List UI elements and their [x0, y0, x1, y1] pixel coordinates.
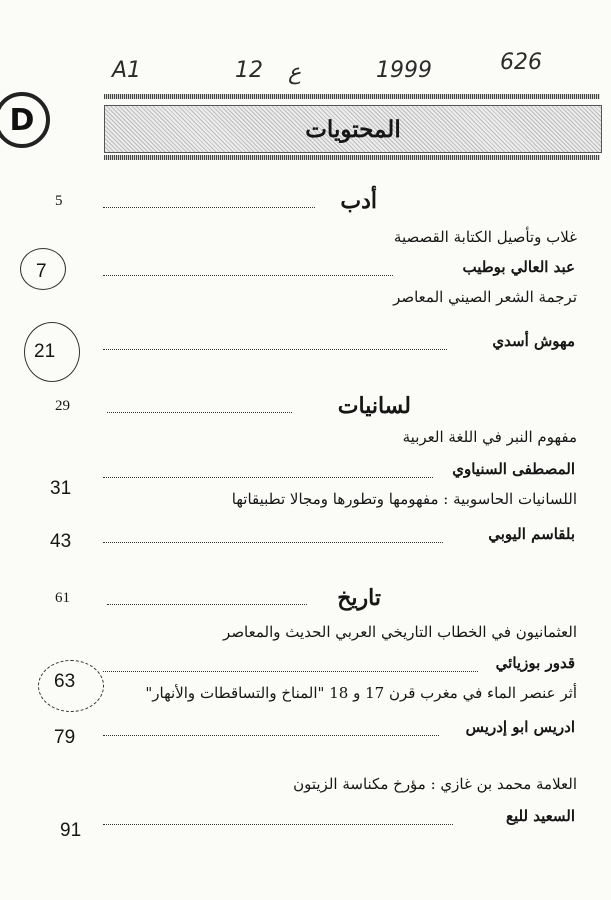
dot-leader: [107, 604, 307, 605]
dot-leader: [103, 349, 447, 350]
dot-leader: [103, 477, 433, 478]
article-title: غلاب وتأصيل الكتابة القصصية: [393, 228, 577, 246]
toc-article: [0, 490, 611, 518]
toc-author: [0, 458, 611, 486]
section-page-number: 5: [55, 193, 63, 209]
dot-leader: [103, 207, 315, 208]
section-heading: لسانيات: [337, 393, 411, 419]
dot-leader: [107, 412, 292, 413]
dot-leader: [103, 735, 439, 736]
handwritten-letter: ع: [288, 60, 302, 85]
author-page-number: 91: [60, 820, 82, 841]
handwritten-reference: 626: [500, 50, 542, 75]
author-name: عبد العالي بوطيب: [462, 258, 575, 276]
title-band-bottom: [104, 155, 600, 160]
article-title: أثر عنصر الماء في مغرب قرن 17 و 18 "المناخ والتساقطات والأنهار": [145, 684, 577, 702]
stamp-letter: D: [0, 92, 50, 148]
dot-leader: [103, 542, 443, 543]
article-title: اللسانيات الحاسوبية : مفهومها وتطورها ومجالا تطبيقاتها: [231, 490, 577, 508]
article-title: العثمانيون في الخطاب التاريخي العربي الحديث والمعاصر: [223, 623, 577, 641]
section-heading: تاريخ: [337, 585, 381, 611]
toc-author: [0, 716, 611, 744]
dot-leader: [103, 824, 453, 825]
toc-author: [0, 805, 611, 833]
toc-article: [0, 228, 611, 256]
section-page-number: 61: [55, 590, 70, 606]
section-heading: أدب: [340, 188, 377, 214]
author-page-number: 21: [34, 341, 56, 362]
article-title: ترجمة الشعر الصيني المعاصر: [393, 288, 577, 306]
author-name: المصطفى السنياوي: [452, 460, 575, 478]
article-title: العلامة محمد بن غازي : مؤرخ مكناسة الزيتون: [293, 775, 577, 793]
page-title: المحتويات: [305, 115, 401, 143]
toc-article: [0, 288, 611, 316]
toc-article: [0, 775, 611, 803]
toc-author: [0, 330, 611, 358]
article-title: مفهوم النبر في اللغة العربية: [402, 428, 577, 446]
author-name: مهوش أسدي: [492, 332, 575, 350]
title-band-top: [104, 94, 600, 99]
toc-article: [0, 684, 611, 712]
handwritten-year: 1999: [376, 58, 432, 83]
author-name: ادريس ابو إدريس: [465, 718, 575, 736]
toc-article: [0, 428, 611, 456]
dot-leader: [103, 275, 393, 276]
toc-section: [0, 188, 611, 216]
handwritten-number-1: A1: [112, 58, 142, 83]
toc-section: [0, 393, 611, 421]
author-page-number: 63: [54, 671, 76, 692]
author-page-number: 31: [50, 478, 72, 499]
title-banner: [104, 105, 602, 153]
toc-article: [0, 623, 611, 651]
toc-section: [0, 585, 611, 613]
handwritten-number-2: 12: [235, 58, 263, 83]
author-name: السعيد لليع: [505, 807, 575, 825]
author-name: قدور بوزيائي: [495, 654, 575, 672]
section-page-number: 29: [55, 398, 70, 414]
author-page-number: 7: [36, 261, 47, 282]
toc-author: [0, 523, 611, 551]
author-name: بلقاسم اليوبي: [488, 525, 575, 543]
toc-author: [0, 256, 611, 284]
author-page-number: 43: [50, 531, 72, 552]
author-page-number: 79: [54, 727, 76, 748]
dot-leader: [103, 671, 478, 672]
